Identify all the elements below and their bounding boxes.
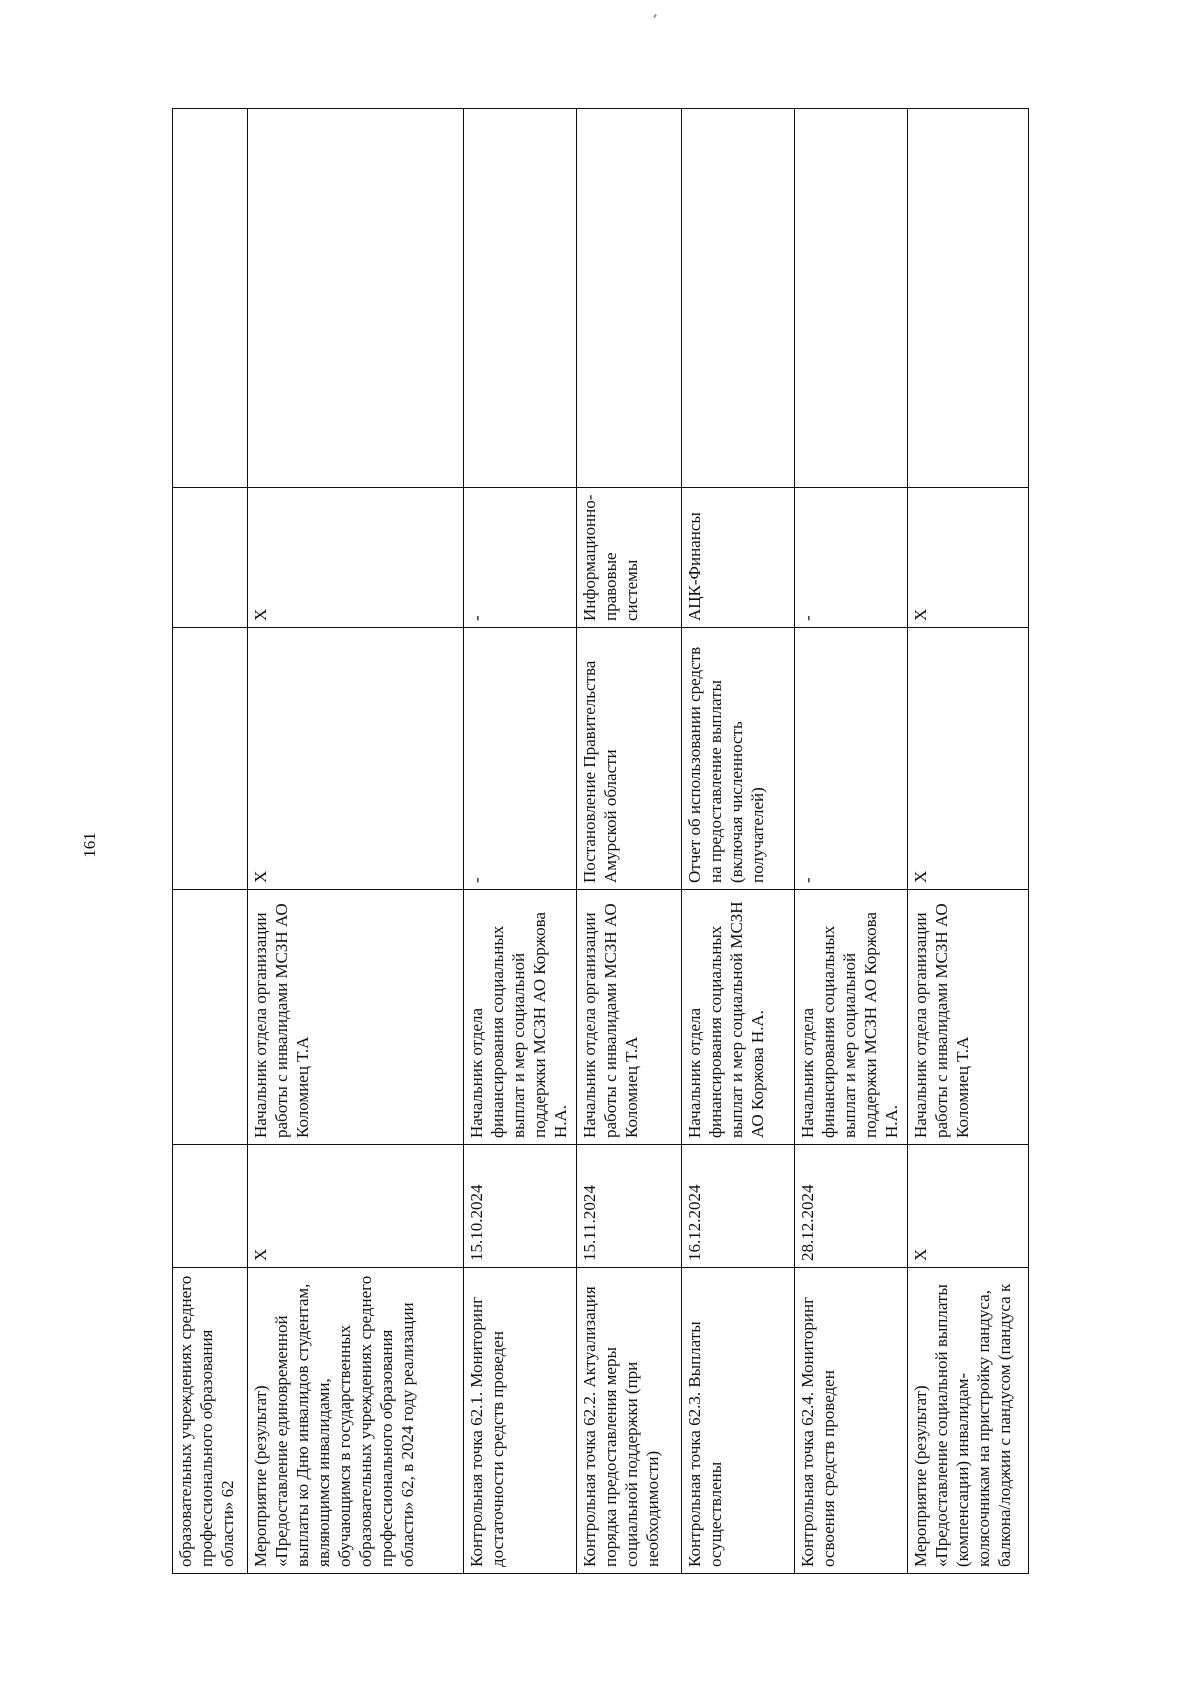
cell-date: 15.11.2024 bbox=[577, 1145, 682, 1268]
cell-empty bbox=[682, 109, 795, 488]
cell-responsible: Начальник отдела финансирования социальных выплат и мер социальной поддержки МСЗН АО Коржова Н.А. bbox=[795, 890, 908, 1145]
cell-empty bbox=[248, 109, 464, 488]
table-row bbox=[464, 109, 577, 1574]
cell-event: Мероприятие (результат) «Предоставление социальной выплаты (компенсации) инвалидам-колясочникам на пристройку пандуса, балкона/лоджии с пандусом (пандуса к bbox=[908, 1268, 1029, 1574]
cell-responsible: Начальник отдела организации работы с инвалидами МСЗН АО Коломиец Т.А bbox=[248, 890, 464, 1145]
cell-date: Х bbox=[908, 1145, 1029, 1268]
cell-document: - bbox=[464, 628, 577, 890]
table-container bbox=[172, 109, 1028, 1574]
page-number: 161 bbox=[80, 832, 99, 858]
cell-date: 28.12.2024 bbox=[795, 1145, 908, 1268]
table-row bbox=[173, 109, 248, 1574]
cell-system: - bbox=[795, 488, 908, 628]
cell-document: Постановление Правительства Амурской области bbox=[577, 628, 682, 890]
cell-responsible: Начальник отдела организации работы с инвалидами МСЗН АО Коломиец Т.А bbox=[577, 890, 682, 1145]
cell-event: Контрольная точка 62.3. Выплаты осуществлены bbox=[682, 1268, 795, 1574]
cell-system: Х bbox=[908, 488, 1029, 628]
cell-system: АЦК-Финансы bbox=[682, 488, 795, 628]
cell-event: Контрольная точка 62.1. Мониторинг достаточности средств проведен bbox=[464, 1268, 577, 1574]
cell-empty bbox=[464, 109, 577, 488]
cell-system: Информационно-правовые системы bbox=[577, 488, 682, 628]
table-row bbox=[248, 109, 464, 1574]
cell-document: Х bbox=[248, 628, 464, 890]
cell-event: Контрольная точка 62.2. Актуализация порядка предоставления меры социальной поддержки (при необходимости) bbox=[577, 1268, 682, 1574]
table-row bbox=[577, 109, 682, 1574]
cell-responsible: Начальник отдела финансирования социальных выплат и мер социальной поддержки МСЗН АО Коржова Н.А. bbox=[464, 890, 577, 1145]
cell-event: образовательных учреждениях среднего профессионального образования области» 62 bbox=[173, 1268, 248, 1574]
table-row bbox=[795, 109, 908, 1574]
cell-system: Х bbox=[248, 488, 464, 628]
cell-event: Контрольная точка 62.4. Мониторинг освоения средств проведен bbox=[795, 1268, 908, 1574]
plan-table bbox=[172, 108, 1029, 1574]
table-row bbox=[682, 109, 795, 1574]
cell-system bbox=[173, 488, 248, 628]
cell-date bbox=[173, 1145, 248, 1268]
cell-system: - bbox=[464, 488, 577, 628]
cell-document bbox=[173, 628, 248, 890]
cell-document: Отчет об использовании средств на предоставление выплаты (включая численность получателей) bbox=[682, 628, 795, 890]
cell-event: Мероприятие (результат) «Предоставление единовременной выплаты ко Дню инвалидов студентам, являющимся инвалидами, обучающимся в государственных образовательных учреждениях среднего профессионального образования области» 62, в 2024 году реализации bbox=[248, 1268, 464, 1574]
cell-responsible: Начальник отдела финансирования социальных выплат и мер социальной МСЗН АО Коржова Н.А. bbox=[682, 890, 795, 1145]
cell-empty bbox=[795, 109, 908, 488]
cell-responsible bbox=[173, 890, 248, 1145]
cell-empty bbox=[173, 109, 248, 488]
cell-empty bbox=[908, 109, 1029, 488]
cell-empty bbox=[577, 109, 682, 488]
cell-date: 15.10.2024 bbox=[464, 1145, 577, 1268]
cell-responsible: Начальник отдела организации работы с инвалидами МСЗН АО Коломиец Т.А bbox=[908, 890, 1029, 1145]
scan-speck bbox=[653, 14, 657, 18]
table-row bbox=[908, 109, 1029, 1574]
cell-date: Х bbox=[248, 1145, 464, 1268]
cell-document: - bbox=[795, 628, 908, 890]
cell-date: 16.12.2024 bbox=[682, 1145, 795, 1268]
cell-document: Х bbox=[908, 628, 1029, 890]
